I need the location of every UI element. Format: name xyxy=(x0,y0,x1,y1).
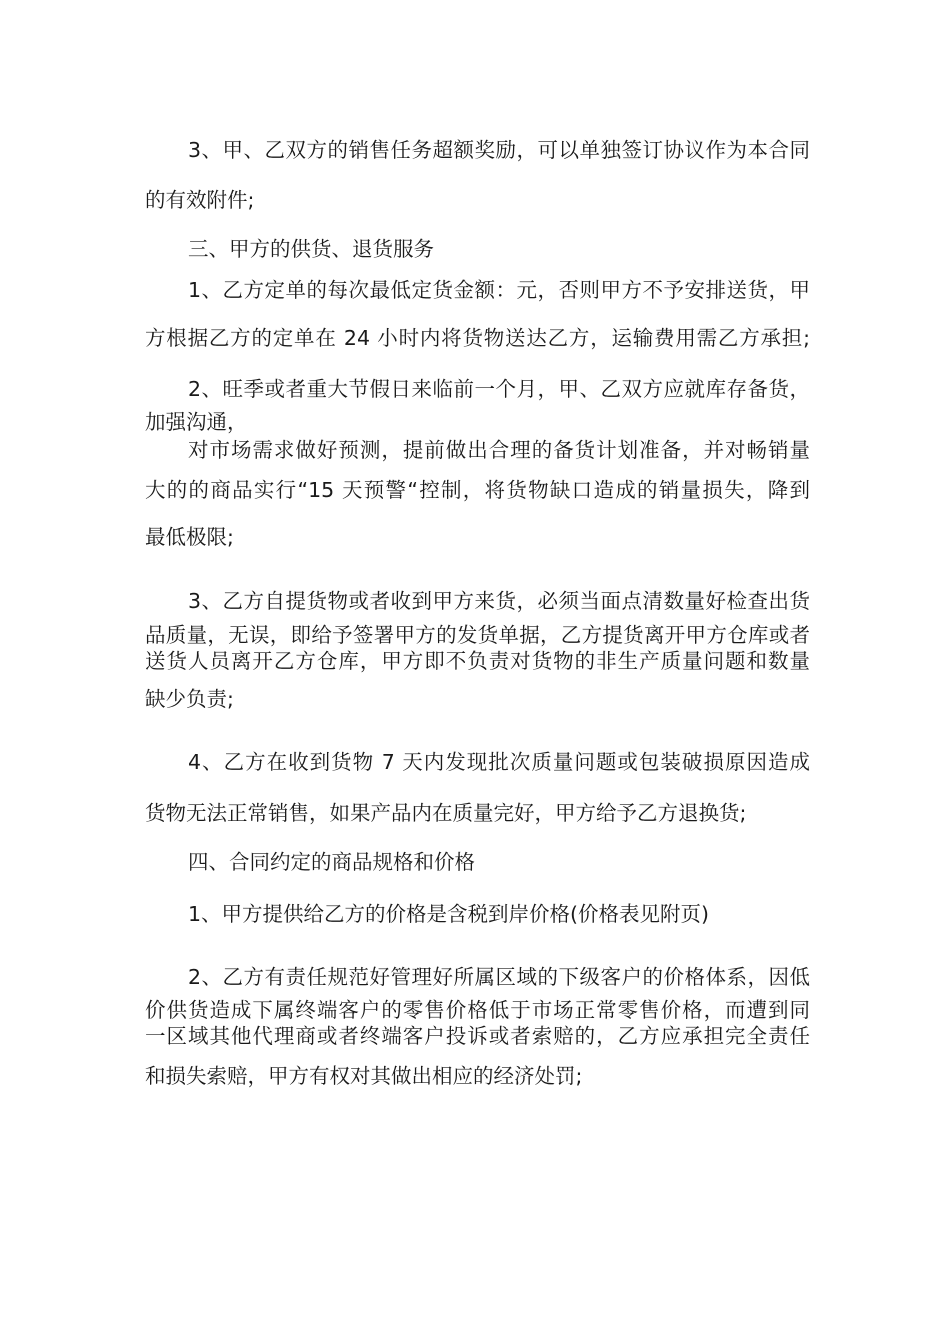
text-line: 3、甲、乙双方的销售任务超额奖励，可以单独签订协议作为本合同 xyxy=(188,138,810,162)
text-line: 缺少负责; xyxy=(145,687,234,711)
text-line: 品质量，无误，即给予签署甲方的发货单据，乙方提货离开甲方仓库或者 xyxy=(145,623,810,647)
section-heading: 三、甲方的供货、退货服务 xyxy=(188,237,434,261)
text-line: 方根据乙方的定单在 24 小时内将货物送达乙方，运输费用需乙方承担; xyxy=(145,326,810,350)
text-line: 加强沟通， xyxy=(145,410,248,434)
text-line: 一区域其他代理商或者终端客户投诉或者索赔的，乙方应承担完全责任 xyxy=(145,1024,810,1048)
text-line: 1、甲方提供给乙方的价格是含税到岸价格(价格表见附页) xyxy=(188,902,710,926)
text-line: 对市场需求做好预测，提前做出合理的备货计划准备，并对畅销量 xyxy=(188,438,810,462)
text-line: 价供货造成下属终端客户的零售价格低于市场正常零售价格，而遭到同 xyxy=(145,998,810,1022)
text-line: 送货人员离开乙方仓库，甲方即不负责对货物的非生产质量问题和数量 xyxy=(145,649,810,673)
section-heading: 四、合同约定的商品规格和价格 xyxy=(188,850,475,874)
text-line: 和损失索赔，甲方有权对其做出相应的经济处罚; xyxy=(145,1064,583,1088)
text-line: 大的的商品实行“15 天预警“控制，将货物缺口造成的销量损失，降到 xyxy=(145,478,810,502)
text-line: 3、乙方自提货物或者收到甲方来货，必须当面点清数量好检查出货 xyxy=(188,589,810,613)
text-line: 的有效附件; xyxy=(145,188,255,212)
text-line: 2、乙方有责任规范好管理好所属区域的下级客户的价格体系，因低 xyxy=(188,965,810,989)
text-line: 1、乙方定单的每次最低定货金额：元，否则甲方不予安排送货，甲 xyxy=(188,278,810,302)
text-line: 2、旺季或者重大节假日来临前一个月，甲、乙双方应就库存备货， xyxy=(188,377,810,401)
text-line: 货物无法正常销售，如果产品内在质量完好，甲方给予乙方退换货; xyxy=(145,801,747,825)
text-line: 4、乙方在收到货物 7 天内发现批次质量问题或包装破损原因造成 xyxy=(188,750,810,774)
text-line: 最低极限; xyxy=(145,525,234,549)
